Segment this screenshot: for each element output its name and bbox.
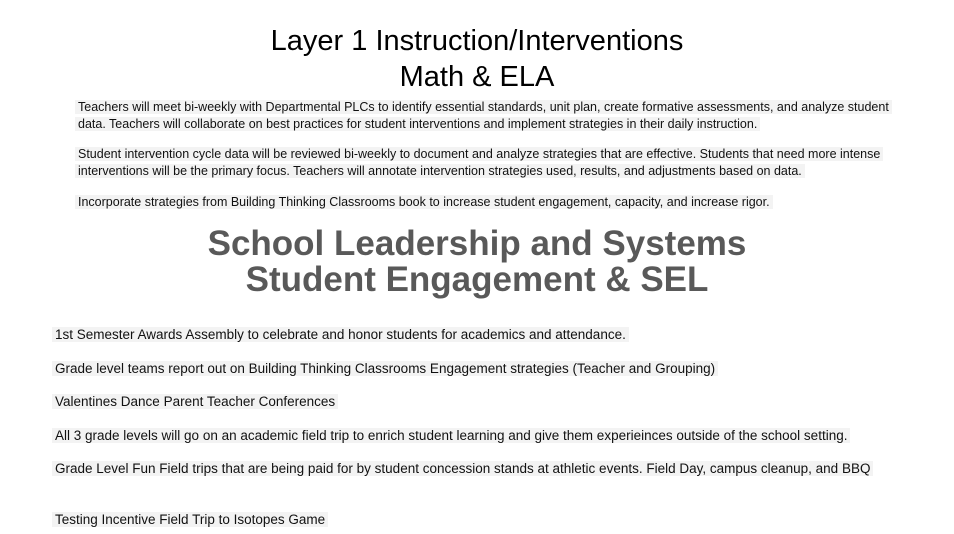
section2-title <box>0 226 954 298</box>
section1-paragraph <box>75 194 905 211</box>
paragraph-text: Incorporate strategies from Building Thinking Classrooms book to increase student engagement, capacity, and increase rigor. <box>75 195 773 209</box>
list-item-text: Grade level teams report out on Building Thinking Classrooms Engagement strategies (Teacher and Grouping) <box>52 361 718 376</box>
section2-title-line1: School Leadership and Systems <box>207 224 747 263</box>
list-item <box>52 460 892 477</box>
list-item-text: All 3 grade levels will go on an academic field trip to enrich student learning and give them experieinces outside of the school setting. <box>52 428 850 443</box>
list-item <box>52 511 892 528</box>
list-item-text: 1st Semester Awards Assembly to celebrate and honor students for academics and attendance. <box>52 327 629 342</box>
list-item-text: Valentines Dance Parent Teacher Conferences <box>52 394 338 409</box>
paragraph-text: Student intervention cycle data will be reviewed bi-weekly to document and analyze strategies that are effective. Students that need more intense interventions will be the primary focus. Teachers will annotate intervention strategies used, results, and adjustments based on data. <box>75 147 883 178</box>
section1-title <box>0 23 954 95</box>
section1-paragraph <box>75 99 905 132</box>
list-item <box>52 360 892 377</box>
section1-title-line2: Math & ELA <box>399 61 555 93</box>
section2-title-line2: Student Engagement & SEL <box>245 260 709 299</box>
list-item <box>52 427 892 444</box>
list-item-text: Testing Incentive Field Trip to Isotopes Game <box>52 512 328 527</box>
list-item-text: Grade Level Fun Field trips that are being paid for by student concession stands at athletic events. Field Day, campus cleanup, and BBQ <box>52 461 873 476</box>
section1-paragraph <box>75 146 905 179</box>
list-item <box>52 326 892 343</box>
list-item <box>52 393 892 410</box>
paragraph-text: Teachers will meet bi-weekly with Departmental PLCs to identify essential standards, unit plan, create formative assessments, and analyze student data. Teachers will collaborate on best practices for student interventions and implement strategies in their daily instruction. <box>75 100 892 131</box>
section1-title-line1: Layer 1 Instruction/Interventions <box>270 25 684 57</box>
